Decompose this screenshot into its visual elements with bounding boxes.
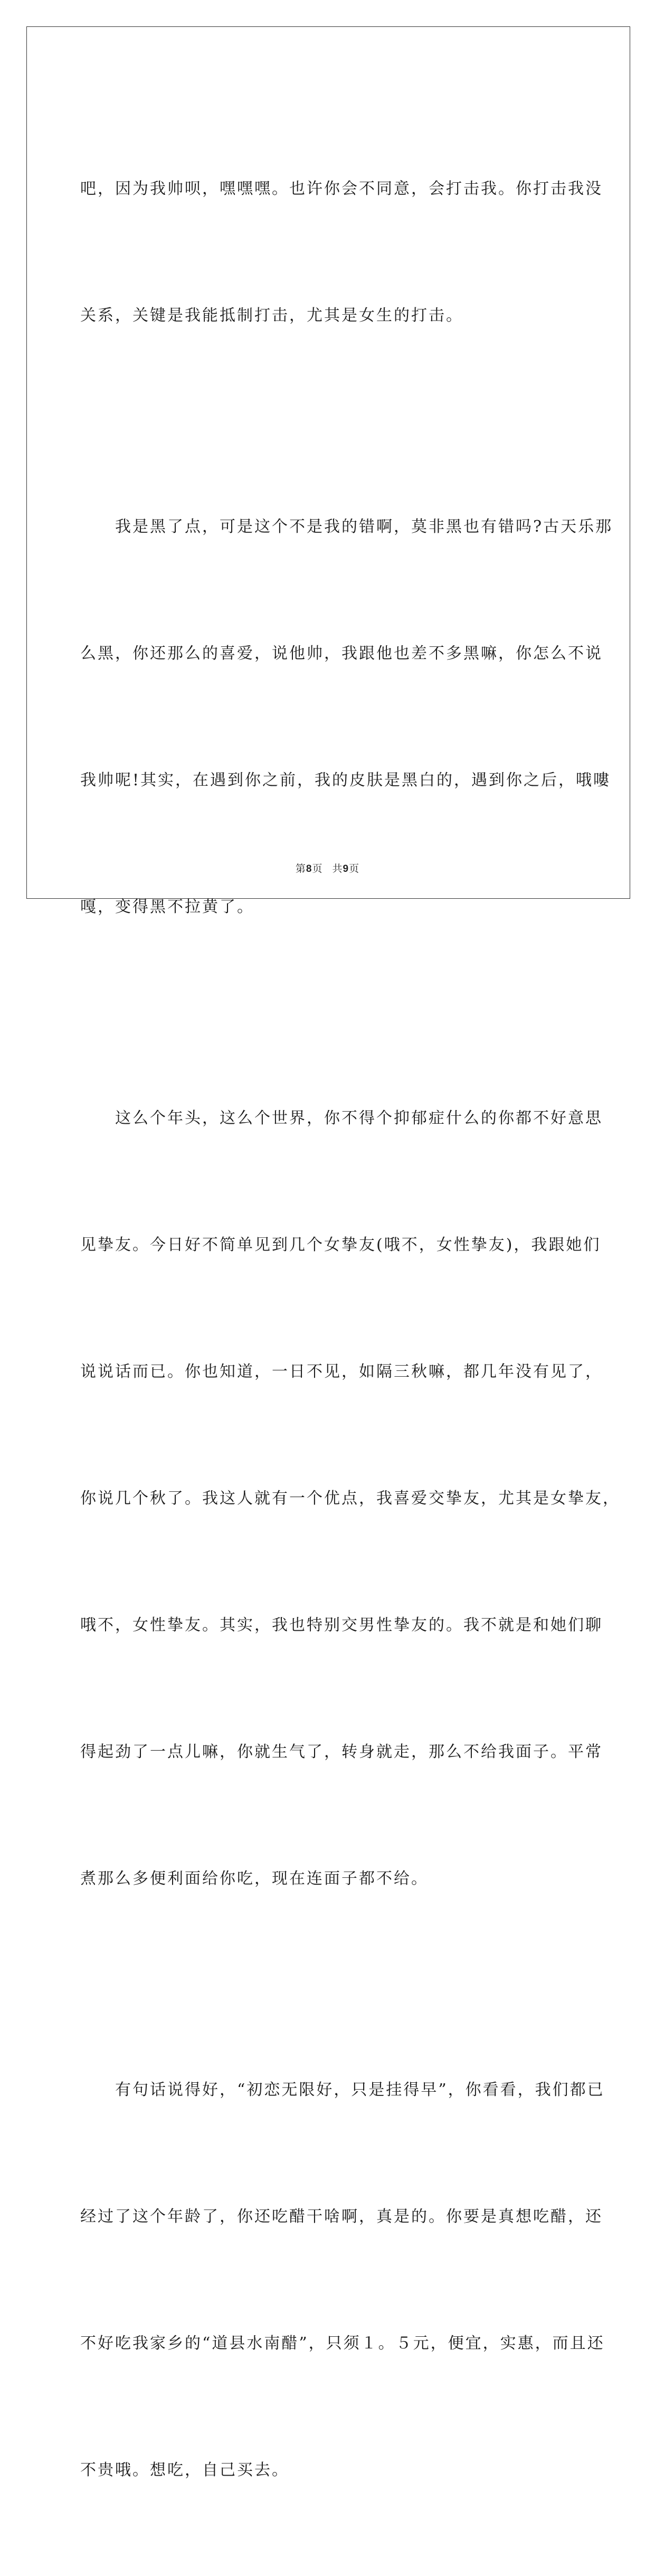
page-suffix: 页: [312, 863, 323, 875]
text-line: 煮那么多便利面给你吃，现在连面子都不给。: [80, 1869, 429, 1888]
paragraph-2: [80, 421, 613, 1013]
text-line: 不贵哦。想吃，自己买去。: [80, 2461, 289, 2479]
total-prefix: 共: [332, 863, 343, 875]
paragraph-4: [80, 1985, 605, 2576]
text-line: 说说话而已。你也知道，一日不见，如隔三秋嘛，都几年没有见了，: [80, 1362, 603, 1381]
paragraph-1: [80, 83, 603, 421]
page-current: 8: [306, 863, 312, 875]
text-line: 哦不，女性挚友。其实，我也特别交男性挚友的。我不就是和她们聊: [80, 1616, 603, 1634]
page-total: 9: [343, 863, 349, 875]
text-line: 我是黑了点，可是这个不是我的错啊，莫非黑也有错吗?古天乐那: [80, 518, 613, 536]
text-line: 不好吃我家乡的“道县水南醋”，只须１。５元，便宜，实惠，而且还: [80, 2334, 605, 2353]
text-line: 见挚友。今日好不简单见到几个女挚友(哦不，女性挚友)，我跟她们: [80, 1236, 601, 1254]
total-suffix: 页: [349, 863, 360, 875]
text-line: 有句话说得好，“初恋无限好，只是挂得早”，你看看，我们都已: [80, 2081, 605, 2099]
paragraph-3: [80, 1013, 620, 1985]
text-line: 么黑，你还那么的喜爱，说他帅，我跟他也差不多黑嘛，你怎么不说: [80, 644, 603, 663]
text-line: 你说几个秋了。我这人就有一个优点，我喜爱交挚友，尤其是女挚友，: [80, 1489, 620, 1508]
text-line: 关系，关键是我能抵制打击，尤其是女生的打击。: [80, 306, 463, 325]
text-line: 吧，因为我帅呗，嘿嘿嘿。也许你会不同意，会打击我。你打击我没: [80, 180, 603, 198]
text-line: 嘎，变得黑不拉黄了。: [80, 898, 254, 916]
text-line: 得起劲了一点儿嘛，你就生气了，转身就走，那么不给我面子。平常: [80, 1743, 603, 1761]
page-footer: [0, 861, 655, 875]
text-line: 这么个年头，这么个世界，你不得个抑郁症什么的你都不好意思: [80, 1109, 603, 1127]
page-prefix: 第: [295, 863, 306, 875]
document-body: [80, 83, 620, 2576]
text-line: 经过了这个年龄了，你还吃醋干啥啊，真是的。你要是真想吃醋，还: [80, 2207, 603, 2226]
text-line: 我帅呢!其实，在遇到你之前，我的皮肤是黑白的，遇到你之后，哦嘍: [80, 771, 611, 789]
